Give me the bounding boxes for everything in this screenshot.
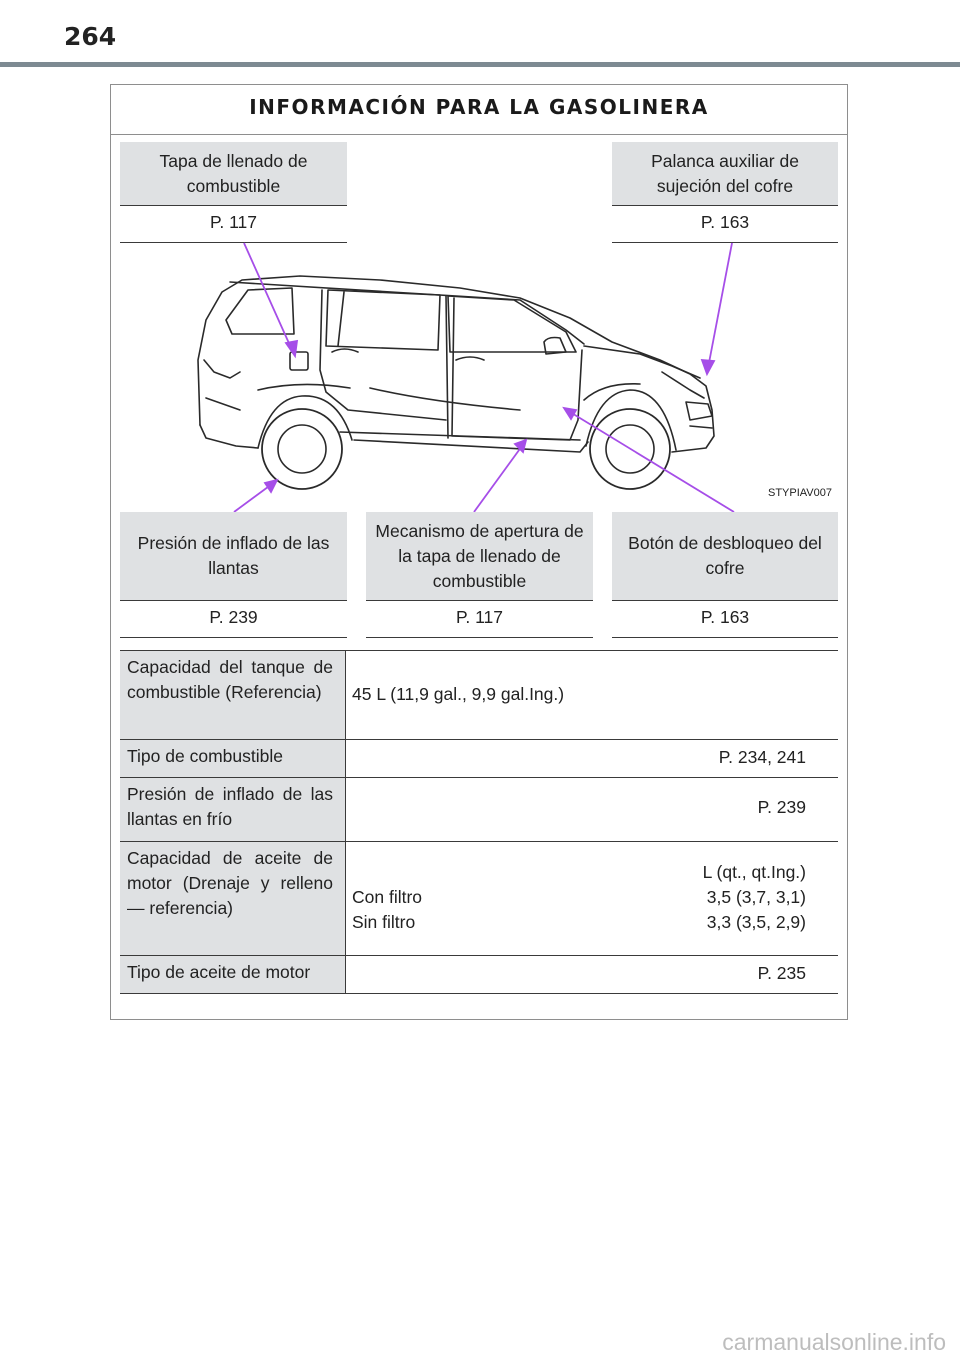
tire-pressure-arrow — [234, 484, 272, 512]
fuel-door-arrowhead — [286, 341, 297, 356]
fuel-door-label-text: Tapa de llenado de combustible — [159, 150, 308, 196]
fuel-door-opener-arrowhead — [515, 440, 526, 452]
spec-row-oil-type — [120, 956, 838, 994]
fuel-type-value[interactable]: P. 234, 241 — [718, 747, 806, 767]
hood-lever-label-text: Palanca auxiliar de sujeción del cofre — [651, 150, 799, 196]
rear-wheel — [262, 409, 342, 489]
section-title: INFORMACIÓN PARA LA GASOLINERA — [249, 95, 709, 119]
figure-code: STYPIAV007 — [768, 487, 832, 499]
watermark: carmanualsonline.info — [722, 1329, 946, 1355]
fuel-door-opener-label — [366, 512, 593, 601]
oil-capacity-label: Capacidad de aceite de motor (Drenaje y relleno — referencia) — [120, 842, 346, 955]
oil-type-label: Tipo de aceite de motor — [120, 956, 346, 993]
spec-row-tire-pressure — [120, 778, 838, 842]
hood-lever-page-ref[interactable]: P. 163 — [612, 206, 838, 243]
specifications-table — [120, 650, 838, 994]
fuel-capacity-cell — [346, 651, 838, 739]
cold-tire-pressure-label: Presión de inflado de las llantas en frío — [120, 778, 346, 841]
tire-pressure-arrowhead — [265, 480, 277, 492]
tire-pressure-page-ref[interactable]: P. 239 — [120, 601, 347, 638]
oil-capacity-cell — [346, 842, 838, 955]
fuel-door-opener-page-ref[interactable]: P. 117 — [366, 601, 593, 638]
hood-lever-arrow — [708, 243, 732, 368]
cold-tire-pressure-cell — [346, 778, 838, 841]
fuel-filler-door-shape — [290, 352, 308, 370]
tire-pressure-label-text: Presión de inflado de las llantas — [137, 533, 330, 578]
hood-lever-arrowhead — [702, 360, 714, 374]
oil-without-filter-label: Sin filtro — [352, 912, 416, 932]
fuel-door-page-ref[interactable]: P. 117 — [120, 206, 347, 243]
tire-pressure-label — [120, 512, 347, 601]
hood-release-arrowhead — [564, 408, 576, 419]
oil-with-filter-value: 3,5 (3,7, 3,1) — [706, 887, 806, 907]
spec-row-fuel-type — [120, 740, 838, 778]
hood-release-page-ref[interactable]: P. 163 — [612, 601, 838, 638]
fuel-type-cell — [346, 740, 838, 777]
page-number: 264 — [64, 22, 117, 51]
fuel-type-label: Tipo de combustible — [120, 740, 346, 777]
hood-release-label — [612, 512, 838, 601]
spec-row-oil-capacity — [120, 842, 838, 956]
fuel-capacity-value: 45 L (11,9 gal., 9,9 gal.Ing.) — [352, 684, 565, 704]
oil-with-filter-label: Con filtro — [352, 887, 423, 907]
cold-tire-pressure-value[interactable]: P. 239 — [757, 797, 806, 817]
oil-type-cell — [346, 956, 838, 993]
fuel-door-opener-arrow — [474, 446, 522, 512]
spec-row-fuel-capacity — [120, 651, 838, 740]
hood-release-label-text: Botón de desbloqueo del cofre — [628, 533, 822, 578]
oil-without-filter-value: 3,3 (3,5, 2,9) — [706, 912, 806, 932]
oil-type-value[interactable]: P. 235 — [757, 963, 806, 983]
fuel-capacity-label: Capacidad del tanque de combustible (Referencia) — [120, 651, 346, 739]
fuel-door-opener-label-text: Mecanismo de apertura de la tapa de llenado de combustible — [375, 520, 584, 591]
oil-capacity-unit: L (qt., qt.Ing.) — [702, 862, 806, 882]
